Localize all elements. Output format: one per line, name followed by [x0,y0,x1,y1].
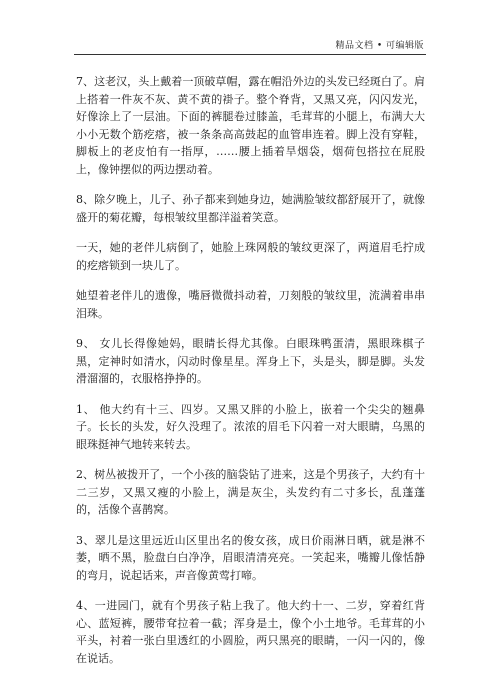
paragraph-8: 8、除夕晚上，儿子、孙子都来到她身边，她满脸皱纹都舒展开了，就像盛开的菊花瓣，每根皱纹里都洋溢着笑意。 [76,193,425,224]
paragraph-9: 9、 女儿长得像她妈，眼睛长得尤其像。白眼珠鸭蛋清，黑眼珠棋子黑，定神时如清水，闪动时像星星。浑身上下，头是头，脚是脚。头发滑溜溜的，衣服格挣挣的。 [76,337,425,385]
document-body [76,73,425,680]
page-header: 精品文档 • 可编辑版 [335,41,424,51]
paragraph-3: 3、翠儿是这里远近山区里出名的俊女孩，成日价雨淋日晒，就是淋不萎，晒不黑，脸盘白白净净，眉眼清清亮亮。一笑起来，嘴瓣儿像恬静的弯月，说起话来，声音像黄莺打啼。 [76,533,425,582]
paragraph-7: 7、这老汉，头上戴着一顶破草帽，露在帽沿外边的头发已经斑白了。肩上搭着一件灰不灰、黄不黄的褂子。整个脊背，又黑又亮，闪闪发光，好像涂上了一层油。下面的裤腿卷过膝盖，毛茸茸的小腿上，布满大大小小无数个筋疙瘩，被一条条高高鼓起的血管串连着。脚上没有穿鞋，脚板上的老皮怕有一指厚，……腰上插着旱烟袋，烟荷包搭拉在屁股上，像钟摆似的两边摆动着。 [76,75,425,176]
paragraph-1: 1、 他大约有十三、四岁。又黑又胖的小脸上，嵌着一个尖尖的翘鼻子。长长的头发，好久没理了。浓浓的眉毛下闪着一对大眼睛，乌黑的眼珠挺神气地转来转去。 [76,402,425,451]
header-divider [74,54,426,55]
paragraph-2: 2、树丛被拨开了，一个小孩的脑袋钻了进来，这是个男孩子，大约有十二三岁，又黑又瘦的小脸上，满是灰尘，头发约有二寸多长，乱蓬蓬的，活像个喜鹊窝。 [76,468,425,516]
paragraph-8-continued-2: 她望着老伴儿的遗像，嘴唇微微抖动着，刀刻般的皱纹里，流满着串串泪珠。 [76,289,425,320]
paragraph-4: 4、一进园门，就有个男孩子粘上我了。他大约十一、二岁，穿着红背心、蓝短裤，腰带耷拉着一截；浑身是土，像个小土地爷。毛茸茸的小平头，衬着一张白里透红的小圆脸，两只黑亮的眼睛，一闪一闪的，像在说话。 [76,599,425,665]
paragraph-8-continued-1: 一天，她的老伴儿病倒了，她脸上珠网般的皱纹更深了，两道眉毛拧成的疙瘩锁到一块儿了。 [76,241,425,272]
